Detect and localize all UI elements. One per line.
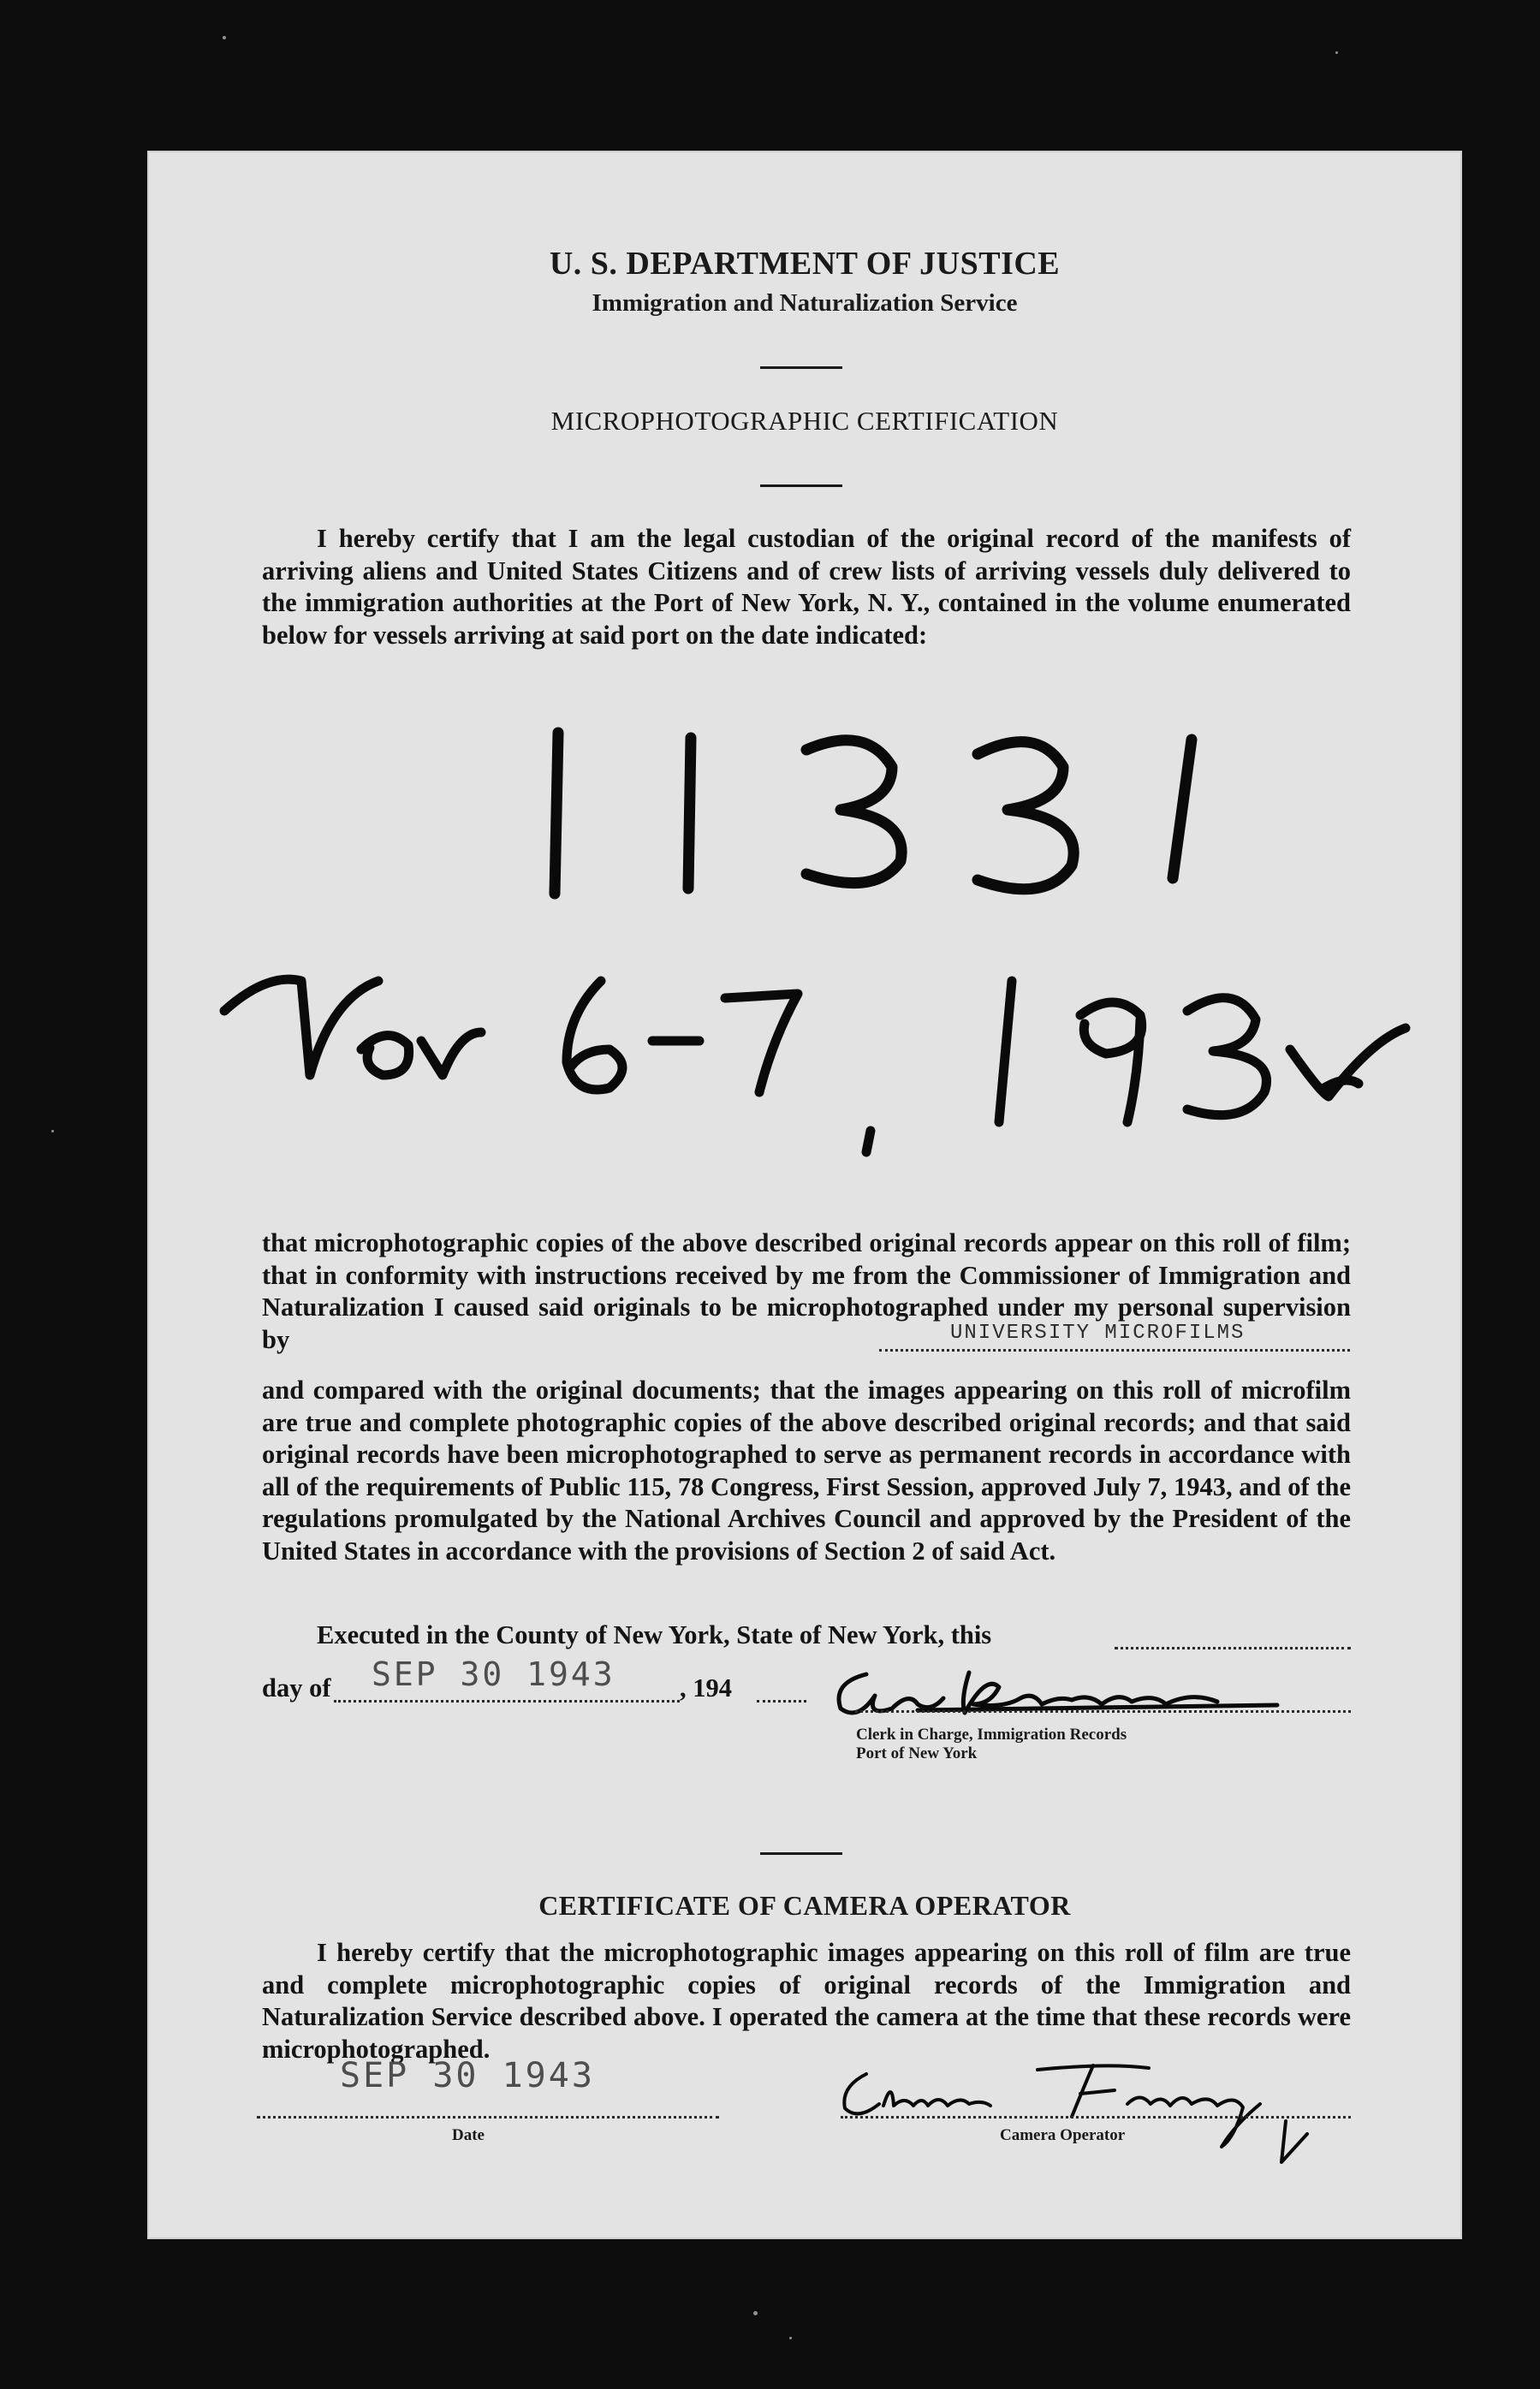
year-fill-line bbox=[757, 1700, 806, 1703]
film-speck bbox=[51, 1130, 54, 1132]
film-speck bbox=[789, 2337, 792, 2339]
operator-signature-glyphs bbox=[832, 2053, 1311, 2164]
clerk-title-line2: Port of New York bbox=[856, 1744, 978, 1762]
department-title: U. S. DEPARTMENT OF JUSTICE bbox=[549, 246, 1061, 282]
handwritten-volume-number bbox=[515, 698, 1286, 924]
film-speck bbox=[1335, 51, 1338, 54]
day-of-label: day of bbox=[262, 1673, 331, 1703]
camera-operator-paragraph bbox=[262, 1937, 1351, 2065]
service-subtitle: Immigration and Naturalization Service bbox=[592, 289, 1018, 317]
typed-filmer-name: UNIVERSITY MICROFILMS bbox=[950, 1322, 1246, 1345]
clerk-title-line1: Clerk in Charge, Immigration Records bbox=[856, 1726, 1127, 1744]
intro-paragraph-text: I hereby certify that I am the legal custodian of the original record of the manifests of arriving aliens and United States Citizens and of crew lists of arriving vessels duly delivered to the immigration authorities at the Port of New York, N. Y., contained in the volume enumerated below for vessels arriving at said port on the date indicated: bbox=[262, 524, 1351, 650]
year-label: , 194 bbox=[680, 1673, 732, 1703]
execution-day-fill-line bbox=[1115, 1647, 1351, 1649]
camera-operator-heading: CERTIFICATE OF CAMERA OPERATOR bbox=[538, 1890, 1071, 1921]
date-label: Date bbox=[452, 2126, 485, 2144]
camera-operator-paragraph-text: I hereby certify that the microphotographic images appearing on this roll of film are true and complete microphotographic copies of original records of the Immigration and Naturalization Service described above. I operated the camera at the time that these records were microphotographed. bbox=[262, 1938, 1351, 2064]
operator-signature-line bbox=[841, 2116, 1351, 2119]
film-speck bbox=[753, 2311, 758, 2315]
body-paragraph-continued bbox=[262, 1375, 1351, 1567]
handwritten-volume-number-glyphs bbox=[515, 698, 1286, 921]
divider-rule bbox=[760, 1852, 842, 1855]
intro-paragraph bbox=[262, 523, 1351, 651]
date-fill-line bbox=[257, 2116, 719, 2119]
year-label-line bbox=[680, 1673, 732, 1705]
clerk-signature-line bbox=[855, 1710, 1351, 1713]
body-paragraph-before: that microphotographic copies of the above described original records appear on this roll of film; that in conformity with instructions received by me from the Commissioner of Immigration and Naturalization I caused said originals to be microphotographed under my personal supervision by bbox=[262, 1228, 1351, 1354]
day-of-fill-line bbox=[334, 1700, 680, 1703]
divider-rule bbox=[760, 366, 842, 369]
operator-signature bbox=[832, 2053, 1311, 2168]
handwritten-volume-date bbox=[207, 947, 1423, 1164]
divider-rule bbox=[760, 484, 842, 487]
clerk-title bbox=[856, 1726, 1127, 1763]
film-speck bbox=[223, 36, 226, 39]
day-of-line bbox=[262, 1673, 331, 1705]
clerk-signature-glyphs bbox=[815, 1657, 1294, 1726]
stamped-execution-date: SEP 30 1943 bbox=[372, 1655, 615, 1693]
certificate-page bbox=[147, 151, 1462, 2239]
clerk-signature bbox=[815, 1657, 1294, 1730]
execution-line-text: Executed in the County of New York, State of New York, this bbox=[317, 1620, 992, 1649]
handwritten-volume-date-glyphs bbox=[207, 947, 1423, 1161]
certification-heading: MICROPHOTOGRAPHIC CERTIFICATION bbox=[550, 406, 1059, 436]
body-paragraph-after: and compared with the original documents; that the images appearing on this roll of microfilm are true and complete photographic copies of the above described original records; and that said original records have been microphotographed to serve as permanent records in accordance with all of the requirements of Public 115, 78 Congress, First Session, approved July 7, 1943, and of the regulations promulgated by the National Archives Council and approved by the President of the United States in accordance with the provisions of Section 2 of said Act. bbox=[262, 1376, 1351, 1566]
stamped-operator-date: SEP 30 1943 bbox=[340, 2056, 595, 2095]
camera-operator-label: Camera Operator bbox=[1000, 2126, 1126, 2144]
filmer-fill-line bbox=[879, 1349, 1350, 1352]
